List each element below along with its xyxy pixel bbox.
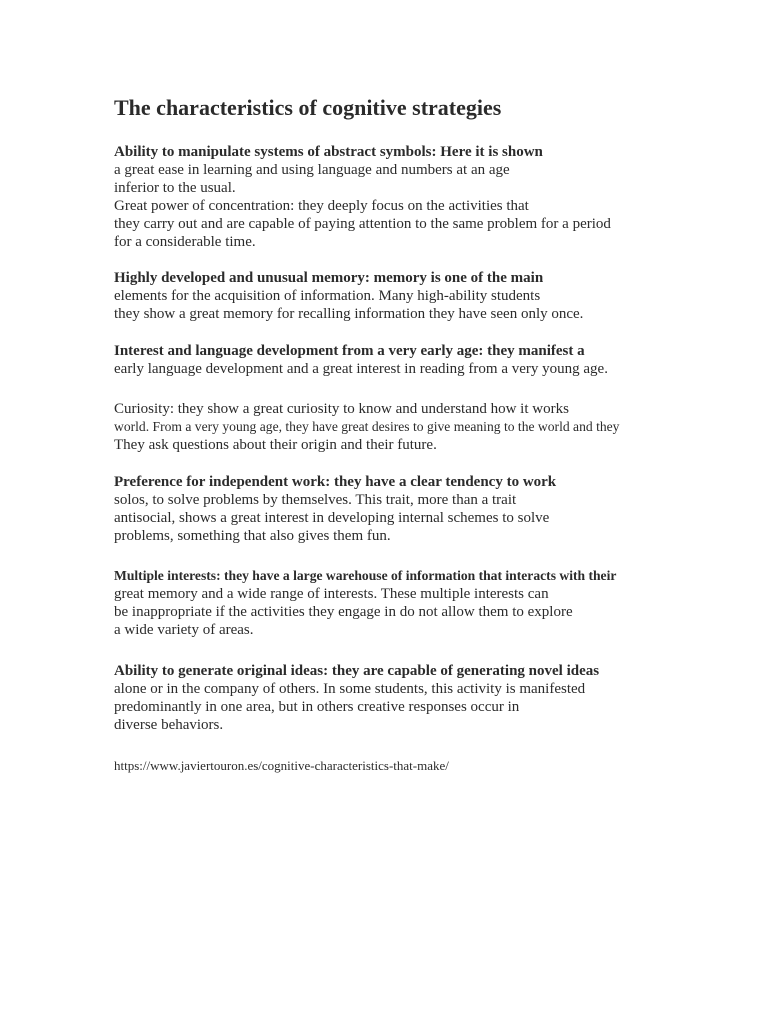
section-text-line: great memory and a wide range of interests. These multiple interests can [114,586,549,602]
section-text-line: problems, something that also gives them fun. [114,528,391,544]
section-text-line: elements for the acquisition of information. Many high-ability students [114,288,541,304]
section-language-development [114,342,608,378]
section-text-line: diverse behaviors. [114,717,224,733]
section-heading: Highly developed and unusual memory: memory is one of the main [114,270,544,286]
section-text-line: a great ease in learning and using language and numbers at an age [114,162,510,178]
section-curiosity [114,400,619,454]
page-title: The characteristics of cognitive strategies [114,95,502,120]
section-text-line: be inappropriate if the activities they engage in do not allow them to explore [114,604,573,620]
section-text-line: world. From a very young age, they have great desires to give meaning to the world and they [114,419,620,434]
section-text-line: early language development and a great interest in reading from a very young age. [114,361,608,377]
section-text-line: antisocial, shows a great interest in developing internal schemes to solve [114,510,550,526]
section-memory [114,269,583,323]
section-text-line: alone or in the company of others. In some students, this activity is manifested [114,681,586,697]
section-text-line: for a considerable time. [114,234,256,250]
section-independent-work [114,473,556,545]
section-original-ideas [114,662,599,734]
section-text-line: They ask questions about their origin and their future. [114,437,437,453]
section-text-line: Curiosity: they show a great curiosity to know and understand how it works [114,401,569,417]
section-text-line: predominantly in one area, but in others creative responses occur in [114,699,520,715]
section-heading: Interest and language development from a very early age: they manifest a [114,343,585,359]
section-abstract-symbols [114,143,611,251]
section-heading: Ability to generate original ideas: they are capable of generating novel ideas [114,663,600,679]
section-heading: Preference for independent work: they have a clear tendency to work [114,474,557,490]
section-text-line: inferior to the usual. [114,180,236,196]
section-text-line: Great power of concentration: they deeply focus on the activities that [114,198,529,214]
section-text-line: a wide variety of areas. [114,622,254,638]
section-multiple-interests [114,567,616,639]
section-text-line: they carry out and are capable of paying attention to the same problem for a period [114,216,611,232]
section-heading: Multiple interests: they have a large warehouse of information that interacts with their [114,568,617,583]
source-url: https://www.javiertouron.es/cognitive-characteristics-that-make/ [114,758,449,773]
section-heading: Ability to manipulate systems of abstract symbols: Here it is shown [114,144,543,160]
section-text-line: they show a great memory for recalling information they have seen only once. [114,306,584,322]
section-text-line: solos, to solve problems by themselves. This trait, more than a trait [114,492,517,508]
